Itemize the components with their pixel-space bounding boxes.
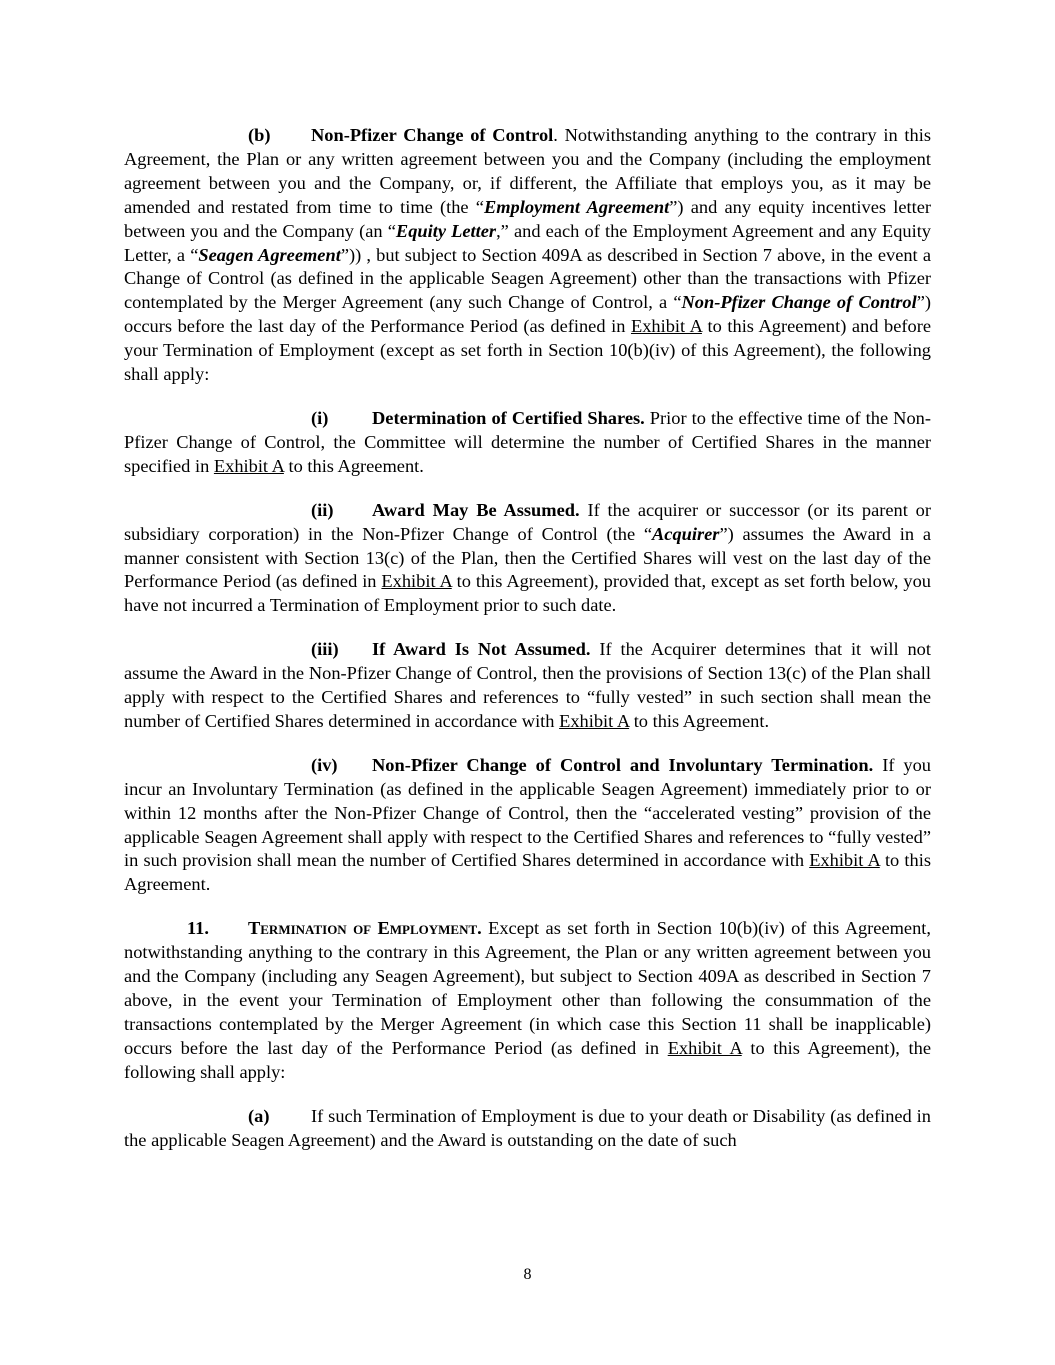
section-label: (iv) xyxy=(311,754,338,775)
exhibit-reference: Exhibit A xyxy=(809,850,880,871)
section-label: (iii) xyxy=(311,639,339,660)
paragraph-section-11a xyxy=(124,1105,931,1153)
paragraph-section-11 xyxy=(124,917,931,1084)
text-segment: . Notwithstanding anything to the contrary in this Agreement, the Plan or any written agreement between you and the Company (including the employment agreement between you and the Company, or, if different, the Affiliate that employs you, as it may be amended and restated from time to time (the “ xyxy=(124,125,931,217)
paragraph-section-10b xyxy=(124,124,931,387)
section-label: (b) xyxy=(248,125,271,145)
text-segment: ”) and any equity incentives letter between you and the Company (an “ xyxy=(124,196,931,241)
text-segment: Except as set forth in Section 10(b)(iv) of this Agreement, notwithstanding anything to the contrary in this Agreement, the Plan or any written agreement between you and the Company (including any Seagen Agreement), but subject to Section 409A as described in Section 7 above, in the event your Termination of Employment other than following the consummation of the transactions contemplated by the Merger Agreement (in which case this Section 11 shall be inapplicable) occurs before the last day of the Performance Period (as defined in xyxy=(124,918,931,1058)
document-body xyxy=(124,124,931,1172)
text-segment: If the Acquirer determines that it will not assume the Award in the Non-Pfizer Change of Control, then the provisions of Section 13(c) of the Plan shall apply with respect to the Certified Shares and references to “fully vested” in such section shall mean the number of Certified Shares determined in accordance with xyxy=(124,639,931,731)
exhibit-reference: Exhibit A xyxy=(213,455,284,476)
text-segment: ”) occurs before the last day of the Performance Period (as defined in xyxy=(124,292,931,337)
text-segment: If such Termination of Employment is due to your death or Disability (as defined in the applicable Seagen Agreement) and the Award is outstanding on the date of such xyxy=(124,1105,931,1150)
text-segment: to this Agreement), provided that, except as set forth below, you have not incurred a Termination of Employment prior to such date. xyxy=(124,571,932,616)
section-heading: Non-Pfizer Change of Control and Involuntary Termination. xyxy=(372,754,874,775)
text-segment: ”) assumes the Award in a manner consistent with Section 13(c) of the Plan, then the Certified Shares will vest on the last day of the Performance Period (as defined in xyxy=(124,523,931,592)
section-heading: Non-Pfizer Change of Control xyxy=(311,125,554,145)
text-segment: to this Agreement) and before your Termination of Employment (except as set forth in Section 10(b)(iv) of this Agreement), the following shall apply: xyxy=(124,316,931,385)
exhibit-reference: Exhibit A xyxy=(381,571,452,592)
defined-term: Acquirer xyxy=(652,523,720,544)
section-label: (a) xyxy=(248,1105,270,1126)
exhibit-reference: Exhibit A xyxy=(559,710,630,731)
paragraph-section-10b-i xyxy=(124,407,931,479)
defined-term: Equity Letter xyxy=(395,220,497,241)
section-heading: Award May Be Assumed. xyxy=(372,499,580,520)
text-segment: to this Agreement), the following shall apply: xyxy=(124,1037,931,1082)
defined-term: Employment Agreement xyxy=(483,196,670,217)
text-segment: ”)) , but subject to Section 409A as described in Section 7 above, in the event a Change of Control (as defined in the applicable Seagen Agreement) other than the transactions with Pfizer contemplated by the Merger Agreement (any such Change of Control, a “ xyxy=(124,244,931,313)
text-segment: If the acquirer or successor (or its parent or subsidiary corporation) in the Non-Pfizer Change of Control (the “ xyxy=(124,499,932,544)
section-label: (i) xyxy=(311,407,329,428)
text-segment: If you incur an Involuntary Termination (as defined in the applicable Seagen Agreement) immediately prior to or within 12 months after the Non-Pfizer Change of Control, then the “accelerated vesting” provision of the applicable Seagen Agreement shall apply with respect to the Certified Shares and references to “fully vested” in such provision shall mean the number of Certified Shares determined in accordance with xyxy=(124,754,931,871)
defined-term: Non-Pfizer Change of Control xyxy=(681,292,917,313)
text-segment: ,” and each of the Employment Agreement and any Equity Letter, a “ xyxy=(124,220,932,265)
text-segment: Prior to the effective time of the Non-Pfizer Change of Control, the Committee will determine the number of Certified Shares in the manner specified in xyxy=(124,407,931,476)
text-segment: to this Agreement. xyxy=(124,850,931,895)
section-label: (ii) xyxy=(311,499,334,520)
paragraph-section-10b-iv xyxy=(124,754,931,897)
defined-term: Seagen Agreement xyxy=(198,244,341,265)
paragraph-section-10b-ii xyxy=(124,499,931,619)
exhibit-reference: Exhibit A xyxy=(630,316,702,337)
section-heading: Termination of Employment. xyxy=(248,918,482,939)
exhibit-reference: Exhibit A xyxy=(667,1037,742,1058)
text-segment: to this Agreement. xyxy=(629,710,770,731)
text-segment: to this Agreement. xyxy=(283,455,424,476)
section-heading: If Award Is Not Assumed. xyxy=(372,639,591,660)
section-label: 11. xyxy=(187,918,209,939)
section-heading: Determination of Certified Shares. xyxy=(372,407,645,428)
paragraph-section-10b-iii xyxy=(124,638,931,734)
page-number: 8 xyxy=(523,1266,532,1283)
